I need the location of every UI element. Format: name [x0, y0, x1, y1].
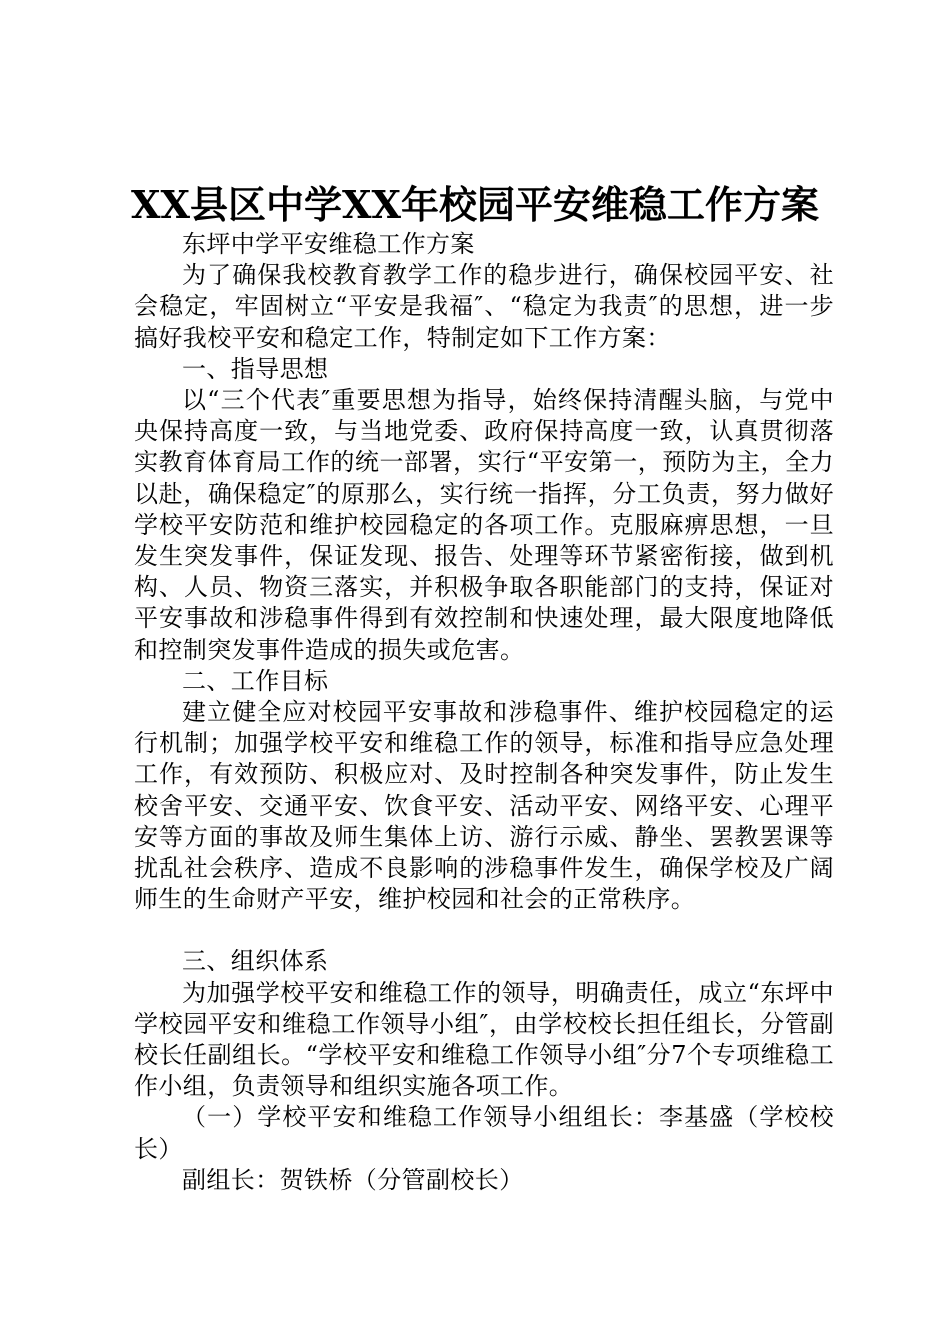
document-body [134, 229, 834, 1196]
group-leader-line: （一）学校平安和维稳工作领导小组组长：李基盛（学校校长） [134, 1103, 834, 1163]
document-title: XX县区中学XX年校园平安维稳工作方案 [131, 182, 819, 227]
deputy-leader-line: 副组长：贺铁桥（分管副校长） [182, 1165, 524, 1194]
paragraph-spacer [134, 915, 834, 946]
section-heading-guiding-ideology: 一、指导思想 [182, 354, 329, 383]
section-heading-work-goals: 二、工作目标 [182, 666, 329, 695]
section-body-work-goals: 建立健全应对校园平安事故和涉稳事件、维护校园稳定的运行机制；加强学校平安和维稳工作的领导，标准和指导应急处理工作，有效预防、积极应对、及时控制各种突发事件，防止发生校舍平安、交通平安、饮食平安、活动平安、网络平安、心理平安等方面的事故及师生集体上访、游行示威、静坐、罢教罢课等扰乱社会秩序、造成不良影响的涉稳事件发生，确保学校及广阔师生的生命财产平安，维护校园和社会的正常秩序。 [134, 698, 834, 914]
intro-paragraph: 为了确保我校教育教学工作的稳步进行，确保校园平安、社会稳定，牢固树立“平安是我福″、“稳定为我责″的思想，进一步搞好我校平安和稳定工作，特制定如下工作方案： [134, 261, 834, 352]
document-subtitle: 东坪中学平安维稳工作方案 [182, 230, 475, 258]
section-body-organization: 为加强学校平安和维稳工作的领导，明确责任，成立“东坪中学校园平安和维稳工作领导小组″，由学校校长担任组长，分管副校长任副组长。“学校平安和维稳工作领导小组″分7个专项维稳工作小组，负责领导和组织实施各项工作。 [134, 978, 834, 1101]
section-body-guiding-ideology: 以“三个代表″重要思想为指导，始终保持清醒头脑，与党中央保持高度一致，与当地党委、政府保持高度一致，认真贯彻落实教育体育局工作的统一部署，实行“平安第一，预防为主，全力以赴，确保稳定″的原那么，实行统一指挥，分工负责，努力做好学校平安防范和维护校园稳定的各项工作。克服麻痹思想，一旦发生突发事件，保证发现、报告、处理等环节紧密衔接，做到机构、人员、物资三落实，并积极争取各职能部门的支持，保证对平安事故和涉稳事件得到有效控制和快速处理，最大限度地降低和控制突发事件造成的损失或危害。 [134, 386, 834, 664]
section-heading-organization: 三、组织体系 [182, 947, 329, 976]
